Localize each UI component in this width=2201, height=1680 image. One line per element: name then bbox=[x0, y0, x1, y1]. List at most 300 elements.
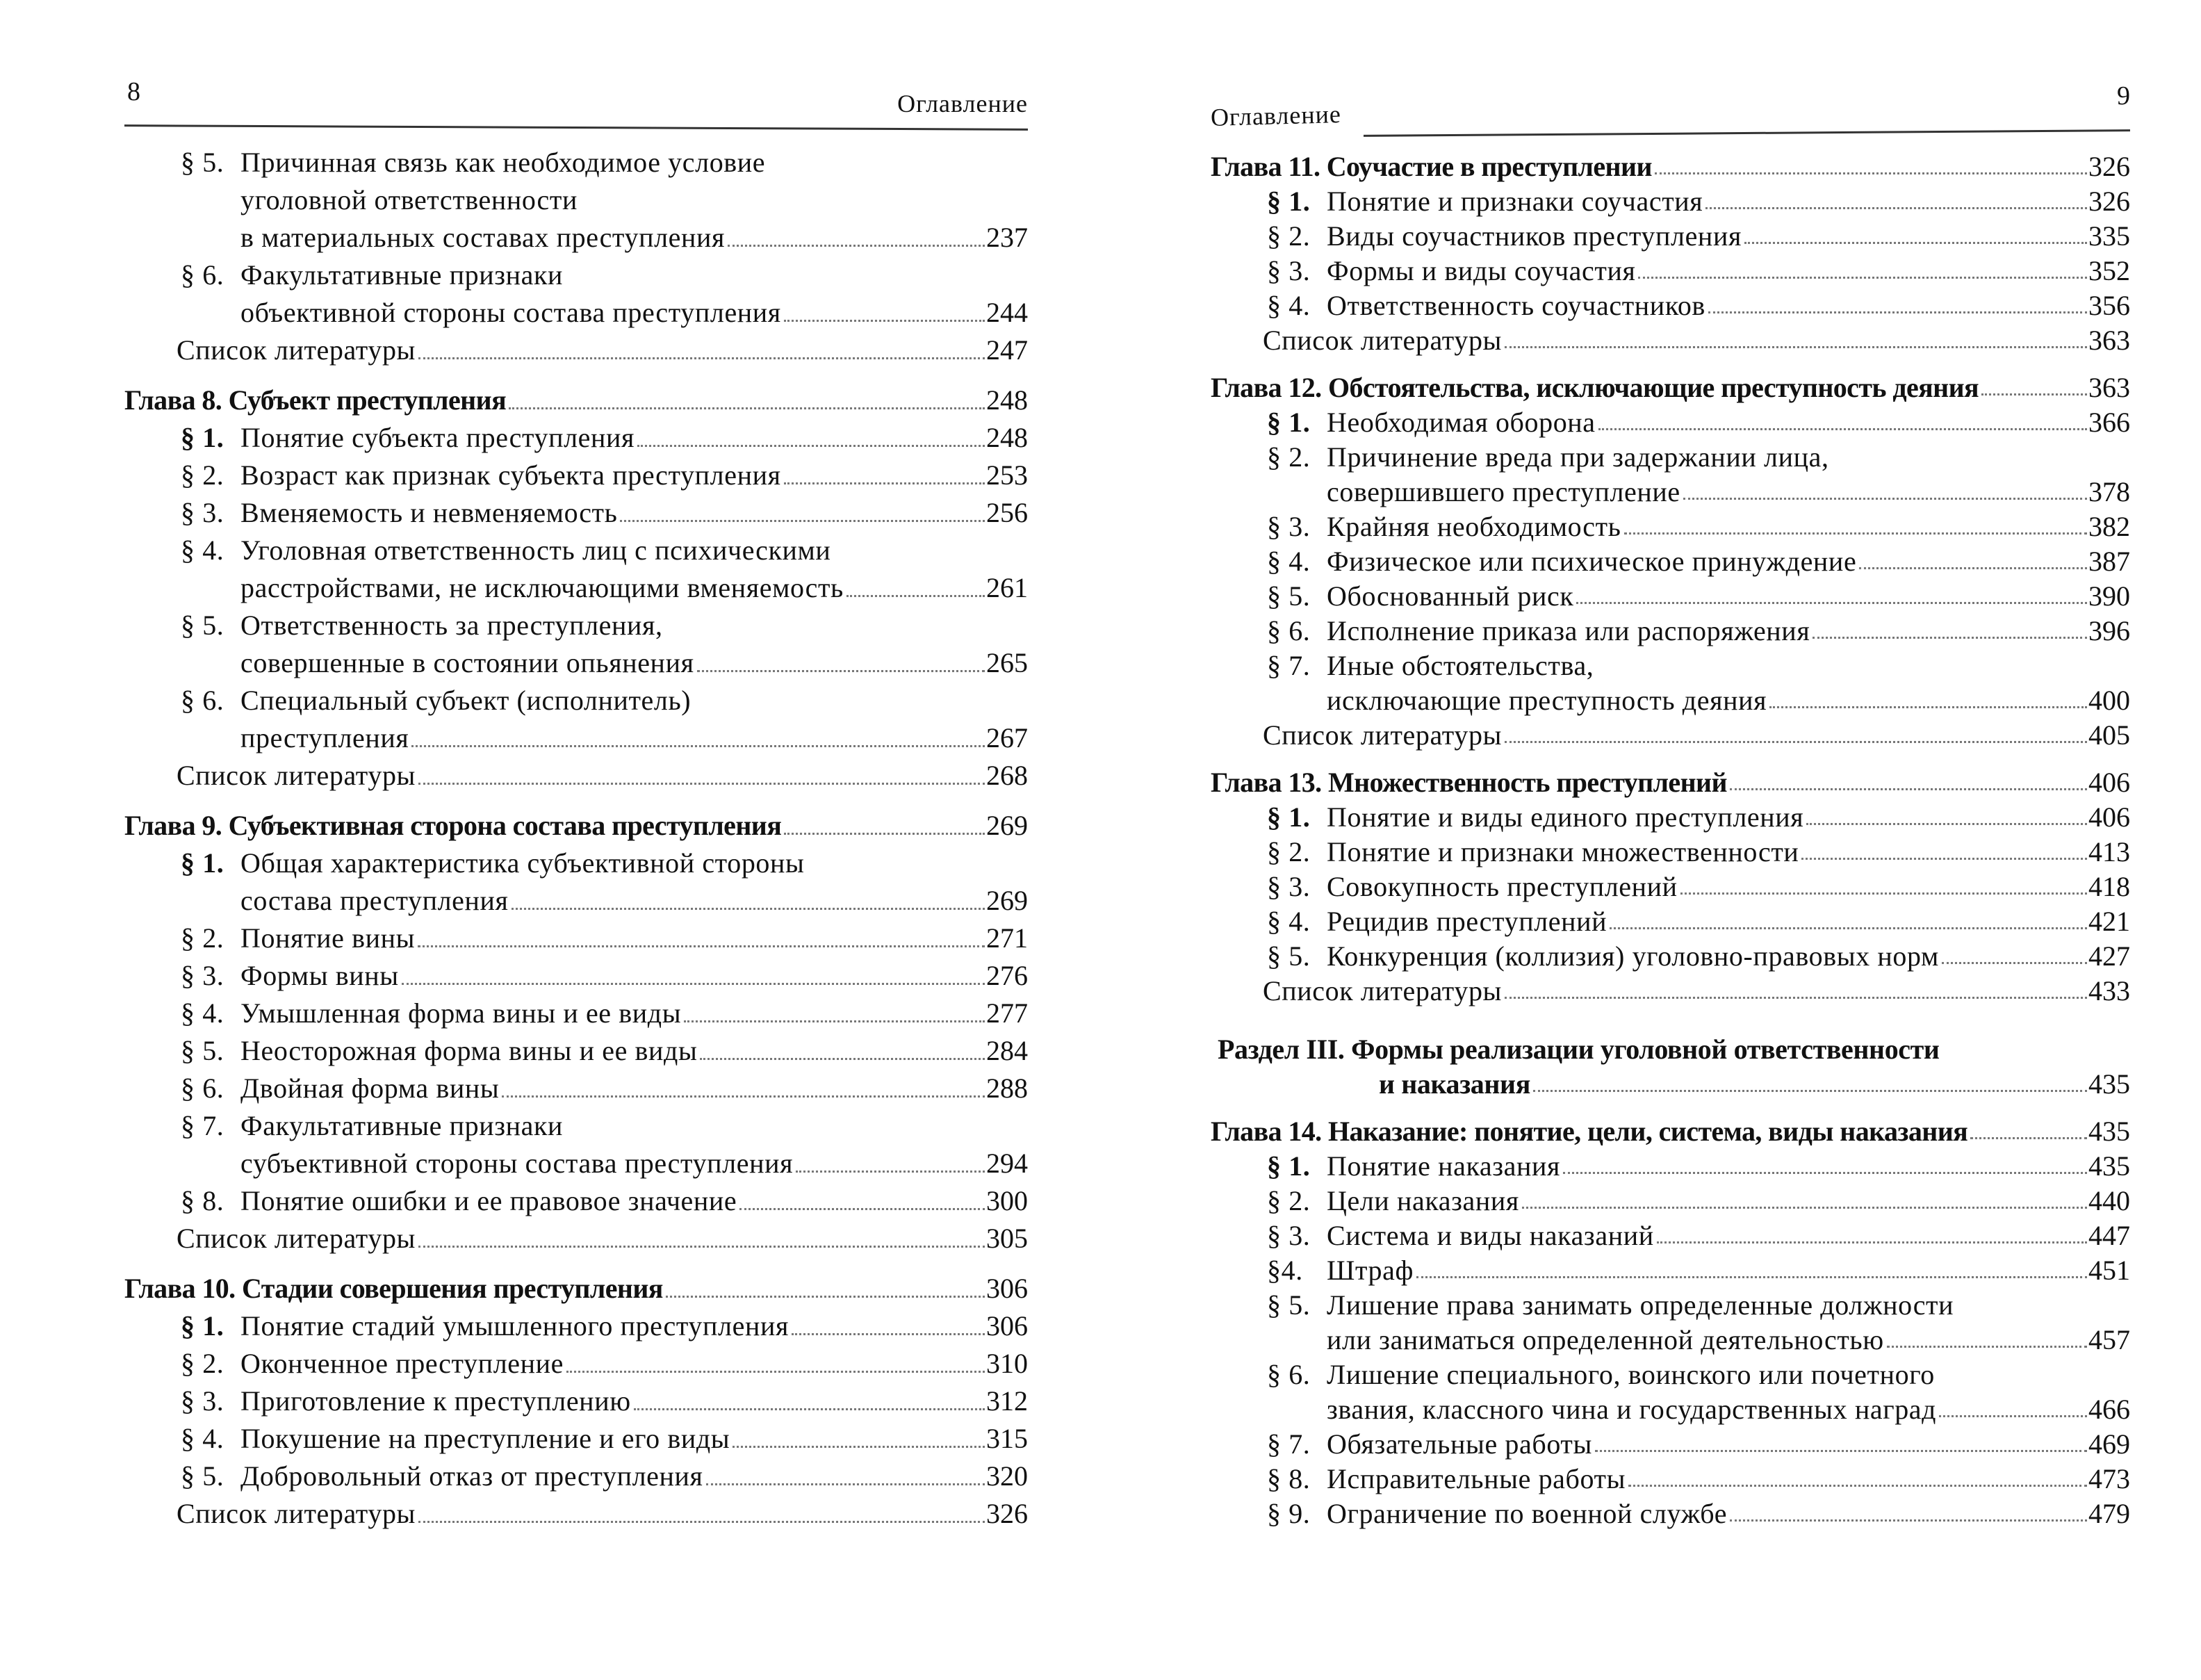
toc-section-entry bbox=[181, 1070, 1028, 1107]
section-number: § 3. bbox=[1267, 511, 1311, 542]
toc-section-entry bbox=[1267, 440, 2130, 509]
entry-title: Глава 9. Субъективная сторона состава преступления bbox=[124, 810, 782, 841]
entry-title: Приготовление к преступлению bbox=[240, 1385, 631, 1417]
toc-section-entry bbox=[1267, 904, 2130, 939]
toc-bib-entry bbox=[177, 1495, 1028, 1533]
toc-section-entry bbox=[1267, 1253, 2130, 1288]
dot-leader bbox=[418, 1495, 985, 1523]
entry-title: Уголовная ответственность лиц с психическими bbox=[240, 535, 831, 566]
running-title: Оглавление bbox=[1210, 100, 1342, 131]
dot-leader bbox=[418, 332, 985, 359]
entry-page-number: 244 bbox=[986, 297, 1028, 328]
toc-line bbox=[181, 1145, 1028, 1182]
toc-line bbox=[1218, 1067, 2130, 1102]
dot-leader bbox=[706, 1458, 985, 1485]
entry-page-number: 466 bbox=[2088, 1394, 2130, 1425]
toc-section-entry bbox=[181, 1032, 1028, 1070]
entry-page-number: 326 bbox=[2088, 151, 2130, 182]
dot-leader bbox=[512, 882, 985, 910]
dot-leader bbox=[1970, 1114, 2087, 1139]
entry-title: Исполнение приказа или распоряжения bbox=[1327, 615, 1810, 646]
entry-title: звания, классного чина и государственных наград bbox=[1327, 1394, 1937, 1425]
entry-page-number: 326 bbox=[2088, 186, 2130, 217]
section-number: § 7. bbox=[1267, 650, 1311, 681]
dot-leader bbox=[1610, 904, 2087, 929]
dot-leader bbox=[402, 957, 985, 985]
section-number: § 8. bbox=[1267, 1463, 1311, 1494]
entry-title: Понятие и признаки множественности bbox=[1327, 836, 1799, 867]
entry-title: Список литературы bbox=[177, 760, 416, 791]
entry-title: Исправительные работы bbox=[1327, 1463, 1626, 1494]
entry-page-number: 253 bbox=[986, 459, 1028, 491]
dot-leader bbox=[1505, 718, 2087, 743]
dot-leader bbox=[1887, 1323, 2087, 1348]
entry-title: Понятие и признаки соучастия bbox=[1327, 186, 1703, 217]
entry-title: Список литературы bbox=[177, 334, 416, 366]
entry-page-number: 305 bbox=[986, 1223, 1028, 1254]
entry-title: Иные обстоятельства, bbox=[1327, 650, 1594, 681]
toc-section-entry bbox=[1267, 649, 2130, 718]
toc-line bbox=[1267, 440, 2130, 475]
section-number: § 1. bbox=[1267, 801, 1311, 833]
dot-leader bbox=[1624, 509, 2088, 535]
toc-section-entry bbox=[181, 144, 1028, 256]
toc-line bbox=[181, 457, 1028, 494]
entry-title: Список литературы bbox=[177, 1498, 416, 1529]
toc-line bbox=[181, 995, 1028, 1032]
entry-page-number: 435 bbox=[2088, 1116, 2130, 1147]
toc-section-entry bbox=[1267, 835, 2130, 870]
entry-title: Конкуренция (коллизия) уголовно-правовых норм bbox=[1327, 940, 1939, 972]
section-number: § 1. bbox=[181, 847, 224, 879]
entry-page-number: 406 bbox=[2088, 801, 2130, 833]
entry-title: Глава 14. Наказание: понятие, цели, система, виды наказания bbox=[1211, 1116, 1968, 1147]
dot-leader bbox=[1522, 1184, 2087, 1209]
toc-line bbox=[181, 532, 1028, 569]
entry-page-number: 288 bbox=[986, 1073, 1028, 1104]
dot-leader bbox=[1683, 475, 2087, 500]
toc-section-entry bbox=[181, 256, 1028, 332]
toc-line bbox=[1267, 254, 2130, 288]
toc-chapter-entry bbox=[1211, 149, 2130, 184]
entry-page-number: 421 bbox=[2088, 906, 2130, 937]
toc-line bbox=[181, 1458, 1028, 1495]
entry-title: расстройствами, не исключающими вменяемость bbox=[240, 572, 844, 603]
toc-line bbox=[1267, 649, 2130, 683]
toc-line bbox=[1267, 939, 2130, 974]
dot-leader bbox=[634, 1383, 985, 1410]
toc-line bbox=[181, 1107, 1028, 1145]
entry-page-number: 413 bbox=[2088, 836, 2130, 867]
entry-page-number: 479 bbox=[2088, 1498, 2130, 1529]
dot-leader bbox=[1680, 870, 2087, 895]
dot-leader bbox=[566, 1345, 985, 1373]
toc-section-entry bbox=[1267, 579, 2130, 614]
entry-page-number: 451 bbox=[2088, 1255, 2130, 1286]
toc-line bbox=[1267, 683, 2130, 718]
section-number: § 6. bbox=[181, 259, 224, 291]
dot-leader bbox=[418, 1220, 985, 1248]
toc-line bbox=[124, 1270, 1028, 1307]
toc-line bbox=[1263, 718, 2130, 753]
dot-leader bbox=[728, 219, 985, 247]
toc-line bbox=[1267, 1149, 2130, 1184]
dot-leader bbox=[666, 1270, 985, 1298]
entry-title: Лишение специального, воинского или почетного bbox=[1327, 1359, 1935, 1390]
dot-leader bbox=[1813, 614, 2087, 639]
entry-page-number: 237 bbox=[986, 222, 1028, 253]
toc-section-entry bbox=[181, 1182, 1028, 1220]
section-number: § 6. bbox=[181, 1073, 224, 1104]
entry-page-number: 406 bbox=[2088, 767, 2130, 798]
entry-title: Покушение на преступление и его виды bbox=[240, 1423, 730, 1454]
toc-bib-entry bbox=[1263, 323, 2130, 358]
toc-section-entry bbox=[181, 682, 1028, 757]
left-page bbox=[124, 70, 1028, 1533]
toc-chapter-entry bbox=[1211, 370, 2130, 405]
dot-leader bbox=[418, 920, 985, 947]
dot-leader bbox=[1801, 835, 2087, 860]
toc-section-entry bbox=[1267, 254, 2130, 288]
toc-line bbox=[181, 494, 1028, 532]
entry-title: Совокупность преступлений bbox=[1327, 871, 1678, 902]
dot-leader bbox=[1942, 939, 2087, 964]
entry-title: Двойная форма вины bbox=[240, 1073, 500, 1104]
page-number: 8 bbox=[127, 77, 140, 106]
dot-leader bbox=[509, 382, 985, 409]
toc-line bbox=[1267, 870, 2130, 904]
section-number: § 8. bbox=[181, 1185, 224, 1216]
entry-title: Факультативные признаки bbox=[240, 259, 564, 291]
dot-leader bbox=[1576, 579, 2087, 604]
section-number: § 4. bbox=[181, 535, 224, 566]
entry-title: Глава 11. Соучастие в преступлении bbox=[1211, 151, 1652, 182]
toc-line bbox=[181, 1420, 1028, 1458]
toc-line bbox=[1211, 370, 2130, 405]
entry-title: Глава 8. Субъект преступления bbox=[124, 384, 507, 416]
dot-leader bbox=[1505, 323, 2087, 348]
entry-title: исключающие преступность деяния bbox=[1327, 685, 1767, 716]
entry-title: Обоснованный риск bbox=[1327, 580, 1574, 612]
entry-title: Причинная связь как необходимое условие bbox=[240, 147, 766, 178]
section-number: § 7. bbox=[1267, 1428, 1311, 1460]
entry-title: Понятие субъекта преступления bbox=[240, 422, 635, 453]
entry-title: Список литературы bbox=[1263, 975, 1503, 1006]
dot-leader bbox=[620, 494, 985, 522]
entry-title: совершившего преступление bbox=[1327, 476, 1680, 507]
entry-page-number: 256 bbox=[986, 497, 1028, 528]
entry-title: Понятие ошибки и ее правовое значение bbox=[240, 1185, 737, 1216]
toc-section-entry bbox=[1267, 1427, 2130, 1462]
dot-leader bbox=[1806, 800, 2087, 825]
toc-section-entry bbox=[181, 920, 1028, 957]
header-rule bbox=[1364, 129, 2130, 137]
entry-page-number: 378 bbox=[2088, 476, 2130, 507]
toc-line bbox=[1267, 1218, 2130, 1253]
toc-line bbox=[181, 607, 1028, 644]
toc-line bbox=[177, 1220, 1028, 1257]
toc-section-entry bbox=[181, 1307, 1028, 1345]
toc-section-entry bbox=[181, 532, 1028, 607]
toc-line bbox=[1267, 1357, 2130, 1392]
dot-leader bbox=[784, 294, 985, 322]
dot-leader bbox=[637, 419, 985, 447]
entry-title: Глава 10. Стадии совершения преступления bbox=[124, 1273, 663, 1304]
toc-line bbox=[181, 1032, 1028, 1070]
toc-section-entry bbox=[181, 457, 1028, 494]
toc-line bbox=[1267, 1288, 2130, 1323]
entry-title: Цели наказания bbox=[1327, 1185, 1519, 1216]
entry-page-number: 306 bbox=[986, 1273, 1028, 1304]
toc-line bbox=[1267, 614, 2130, 649]
running-title: Оглавление bbox=[897, 90, 1028, 117]
entry-title: Умышленная форма вины и ее виды bbox=[240, 997, 682, 1029]
toc-section-entry bbox=[1267, 1462, 2130, 1496]
entry-title: Понятие и виды единого преступления bbox=[1327, 801, 1804, 833]
dot-leader bbox=[502, 1070, 985, 1098]
entry-page-number: 284 bbox=[986, 1035, 1028, 1066]
section-number: § 1. bbox=[1267, 186, 1311, 217]
toc-section-entry bbox=[1267, 939, 2130, 974]
entry-title: в материальных составах преступления bbox=[240, 222, 726, 253]
entry-page-number: 473 bbox=[2088, 1463, 2130, 1494]
entry-page-number: 269 bbox=[986, 885, 1028, 916]
toc-chapter-entry bbox=[1211, 765, 2130, 800]
dot-leader bbox=[1657, 1218, 2087, 1243]
section-number: § 4. bbox=[181, 997, 224, 1029]
dot-leader bbox=[1708, 288, 2087, 313]
toc-line bbox=[181, 1307, 1028, 1345]
entry-page-number: 277 bbox=[986, 997, 1028, 1029]
toc-line bbox=[181, 719, 1028, 757]
toc-line bbox=[1267, 184, 2130, 219]
toc-section-entry bbox=[1267, 870, 2130, 904]
entry-title: Формы вины bbox=[240, 960, 399, 991]
section-number: § 4. bbox=[1267, 290, 1311, 321]
entry-title: Физическое или психическое принуждение bbox=[1327, 546, 1857, 577]
toc-section-entry bbox=[1267, 1288, 2130, 1357]
section-number: §4. bbox=[1267, 1255, 1303, 1286]
entry-page-number: 315 bbox=[986, 1423, 1028, 1454]
section-number: § 4. bbox=[181, 1423, 224, 1454]
toc-line bbox=[1267, 219, 2130, 254]
section-number: § 5. bbox=[181, 1460, 224, 1492]
entry-title: Общая характеристика субъективной стороны bbox=[240, 847, 805, 879]
dot-leader bbox=[784, 457, 985, 484]
entry-page-number: 248 bbox=[986, 384, 1028, 416]
section-number: § 3. bbox=[181, 960, 224, 991]
entry-title: Формы и виды соучастия bbox=[1327, 255, 1636, 286]
toc-line bbox=[1263, 323, 2130, 358]
entry-title: Понятие стадий умышленного преступления bbox=[240, 1310, 789, 1341]
section-number: § 2. bbox=[181, 459, 224, 491]
toc-line bbox=[181, 181, 1028, 219]
toc-line bbox=[1267, 475, 2130, 509]
entry-title: Факультативные признаки bbox=[240, 1110, 564, 1141]
toc-section-entry bbox=[181, 1107, 1028, 1182]
dot-leader bbox=[1705, 184, 2087, 209]
toc-line bbox=[124, 807, 1028, 845]
entry-title: Раздел III. Формы реализации уголовной ответственности bbox=[1218, 1034, 1940, 1065]
entry-title: Крайняя необходимость bbox=[1327, 511, 1621, 542]
toc-line bbox=[1267, 1392, 2130, 1427]
section-number: § 5. bbox=[1267, 580, 1311, 612]
dot-leader bbox=[1638, 254, 2087, 279]
dot-leader bbox=[1769, 683, 2087, 708]
dot-leader bbox=[1981, 370, 2087, 395]
toc-section-entry bbox=[1267, 1184, 2130, 1218]
section-number: § 2. bbox=[1267, 836, 1311, 867]
entry-page-number: 269 bbox=[986, 810, 1028, 841]
entry-page-number: 400 bbox=[2088, 685, 2130, 716]
entry-page-number: 306 bbox=[986, 1310, 1028, 1341]
toc-line bbox=[181, 219, 1028, 256]
page-header bbox=[1211, 70, 2130, 136]
toc-line bbox=[181, 1070, 1028, 1107]
entry-page-number: 440 bbox=[2088, 1185, 2130, 1216]
section-number: § 5. bbox=[181, 1035, 224, 1066]
toc-line bbox=[1267, 1427, 2130, 1462]
entry-page-number: 435 bbox=[2088, 1150, 2130, 1182]
toc-line bbox=[177, 1495, 1028, 1533]
entry-page-number: 387 bbox=[2088, 546, 2130, 577]
section-number: § 6. bbox=[1267, 1359, 1311, 1390]
dot-leader bbox=[411, 719, 985, 747]
toc-line bbox=[181, 682, 1028, 719]
toc-section-entry bbox=[181, 1383, 1028, 1420]
dot-leader bbox=[1655, 149, 2087, 174]
toc-section-entry bbox=[1267, 288, 2130, 323]
entry-page-number: 320 bbox=[986, 1460, 1028, 1492]
entry-page-number: 418 bbox=[2088, 871, 2130, 902]
entry-title: Система и виды наказаний bbox=[1327, 1220, 1654, 1251]
toc-section-entry bbox=[1267, 509, 2130, 544]
toc-bib-entry bbox=[177, 332, 1028, 369]
toc-section-entry bbox=[1267, 1149, 2130, 1184]
dot-leader bbox=[1730, 1496, 2087, 1522]
dot-leader bbox=[1939, 1392, 2087, 1417]
toc-section-entry bbox=[1267, 544, 2130, 579]
toc-line bbox=[181, 569, 1028, 607]
section-number: § 3. bbox=[181, 1385, 224, 1417]
entry-title: Необходимая оборона bbox=[1327, 407, 1596, 438]
entry-title: Ограничение по военной службе bbox=[1327, 1498, 1728, 1529]
section-number: § 5. bbox=[181, 610, 224, 641]
entry-title: Ответственность соучастников bbox=[1327, 290, 1705, 321]
entry-page-number: 300 bbox=[986, 1185, 1028, 1216]
entry-title: состава преступления bbox=[240, 885, 509, 916]
page-number: 9 bbox=[2117, 81, 2130, 111]
section-number: § 5. bbox=[181, 147, 224, 178]
toc-line bbox=[1267, 288, 2130, 323]
toc-line bbox=[1218, 1032, 2130, 1067]
entry-title: Глава 13. Множественность преступлений bbox=[1211, 767, 1727, 798]
toc-bib-entry bbox=[1263, 974, 2130, 1009]
entry-page-number: 268 bbox=[986, 760, 1028, 791]
toc-line bbox=[1267, 405, 2130, 440]
dot-leader bbox=[1744, 219, 2087, 244]
dot-leader bbox=[733, 1420, 985, 1448]
toc-section-entry bbox=[1267, 1218, 2130, 1253]
section-number: § 2. bbox=[181, 922, 224, 954]
entry-page-number: 433 bbox=[2088, 975, 2130, 1006]
toc-chapter-entry bbox=[124, 1270, 1028, 1307]
toc-section-entry bbox=[181, 1345, 1028, 1383]
toc-section-entry bbox=[1267, 614, 2130, 649]
toc-section-entry bbox=[1267, 405, 2130, 440]
entry-page-number: 356 bbox=[2088, 290, 2130, 321]
section-number: § 6. bbox=[181, 685, 224, 716]
entry-title: преступления bbox=[240, 722, 409, 753]
section-number: § 2. bbox=[1267, 1185, 1311, 1216]
entry-page-number: 312 bbox=[986, 1385, 1028, 1417]
entry-page-number: 366 bbox=[2088, 407, 2130, 438]
entry-title: Добровольный отказ от преступления bbox=[240, 1460, 703, 1492]
toc-section-entry bbox=[181, 845, 1028, 920]
dot-leader bbox=[1416, 1253, 2087, 1278]
entry-title: Причинение вреда при задержании лица, bbox=[1327, 441, 1829, 473]
toc-list bbox=[1211, 149, 2130, 1531]
dot-leader bbox=[1730, 765, 2087, 790]
section-number: § 1. bbox=[181, 422, 224, 453]
dot-leader bbox=[1595, 1427, 2087, 1452]
dot-leader bbox=[846, 569, 985, 597]
toc-line bbox=[177, 332, 1028, 369]
entry-page-number: 405 bbox=[2088, 719, 2130, 751]
toc-line bbox=[1267, 835, 2130, 870]
toc-line bbox=[181, 1383, 1028, 1420]
toc-line bbox=[181, 1345, 1028, 1383]
toc-section-entry bbox=[1267, 1496, 2130, 1531]
toc-line bbox=[181, 256, 1028, 294]
toc-line bbox=[1211, 765, 2130, 800]
toc-line bbox=[124, 382, 1028, 419]
toc-line bbox=[1267, 800, 2130, 835]
entry-title: субъективной стороны состава преступления bbox=[240, 1148, 794, 1179]
toc-section-entry bbox=[181, 607, 1028, 682]
toc-bib-entry bbox=[1263, 718, 2130, 753]
entry-title: уголовной ответственности bbox=[240, 184, 578, 215]
section-number: § 7. bbox=[181, 1110, 224, 1141]
toc-section-entry bbox=[1267, 1357, 2130, 1427]
toc-line bbox=[181, 845, 1028, 882]
toc-line bbox=[1211, 149, 2130, 184]
entry-title: Виды соучастников преступления bbox=[1327, 220, 1742, 252]
section-number: § 3. bbox=[181, 497, 224, 528]
toc-line bbox=[181, 920, 1028, 957]
toc-line bbox=[1267, 1184, 2130, 1218]
entry-title: Список литературы bbox=[1263, 719, 1503, 751]
entry-page-number: 363 bbox=[2088, 325, 2130, 356]
dot-leader bbox=[700, 1032, 985, 1060]
entry-page-number: 261 bbox=[986, 572, 1028, 603]
entry-title: Ответственность за преступления, bbox=[240, 610, 663, 641]
dot-leader bbox=[792, 1307, 985, 1335]
entry-title: Список литературы bbox=[177, 1223, 416, 1254]
entry-page-number: 382 bbox=[2088, 511, 2130, 542]
toc-section-entry bbox=[181, 419, 1028, 457]
dot-leader bbox=[1533, 1067, 2087, 1092]
entry-title: Возраст как признак субъекта преступления bbox=[240, 459, 781, 491]
section-number: § 1. bbox=[1267, 1150, 1311, 1182]
entry-page-number: 267 bbox=[986, 722, 1028, 753]
toc-bib-entry bbox=[177, 757, 1028, 794]
toc-line bbox=[1267, 544, 2130, 579]
section-number: § 3. bbox=[1267, 255, 1311, 286]
section-number: § 9. bbox=[1267, 1498, 1311, 1529]
entry-title: Список литературы bbox=[1263, 325, 1503, 356]
entry-page-number: 326 bbox=[986, 1498, 1028, 1529]
